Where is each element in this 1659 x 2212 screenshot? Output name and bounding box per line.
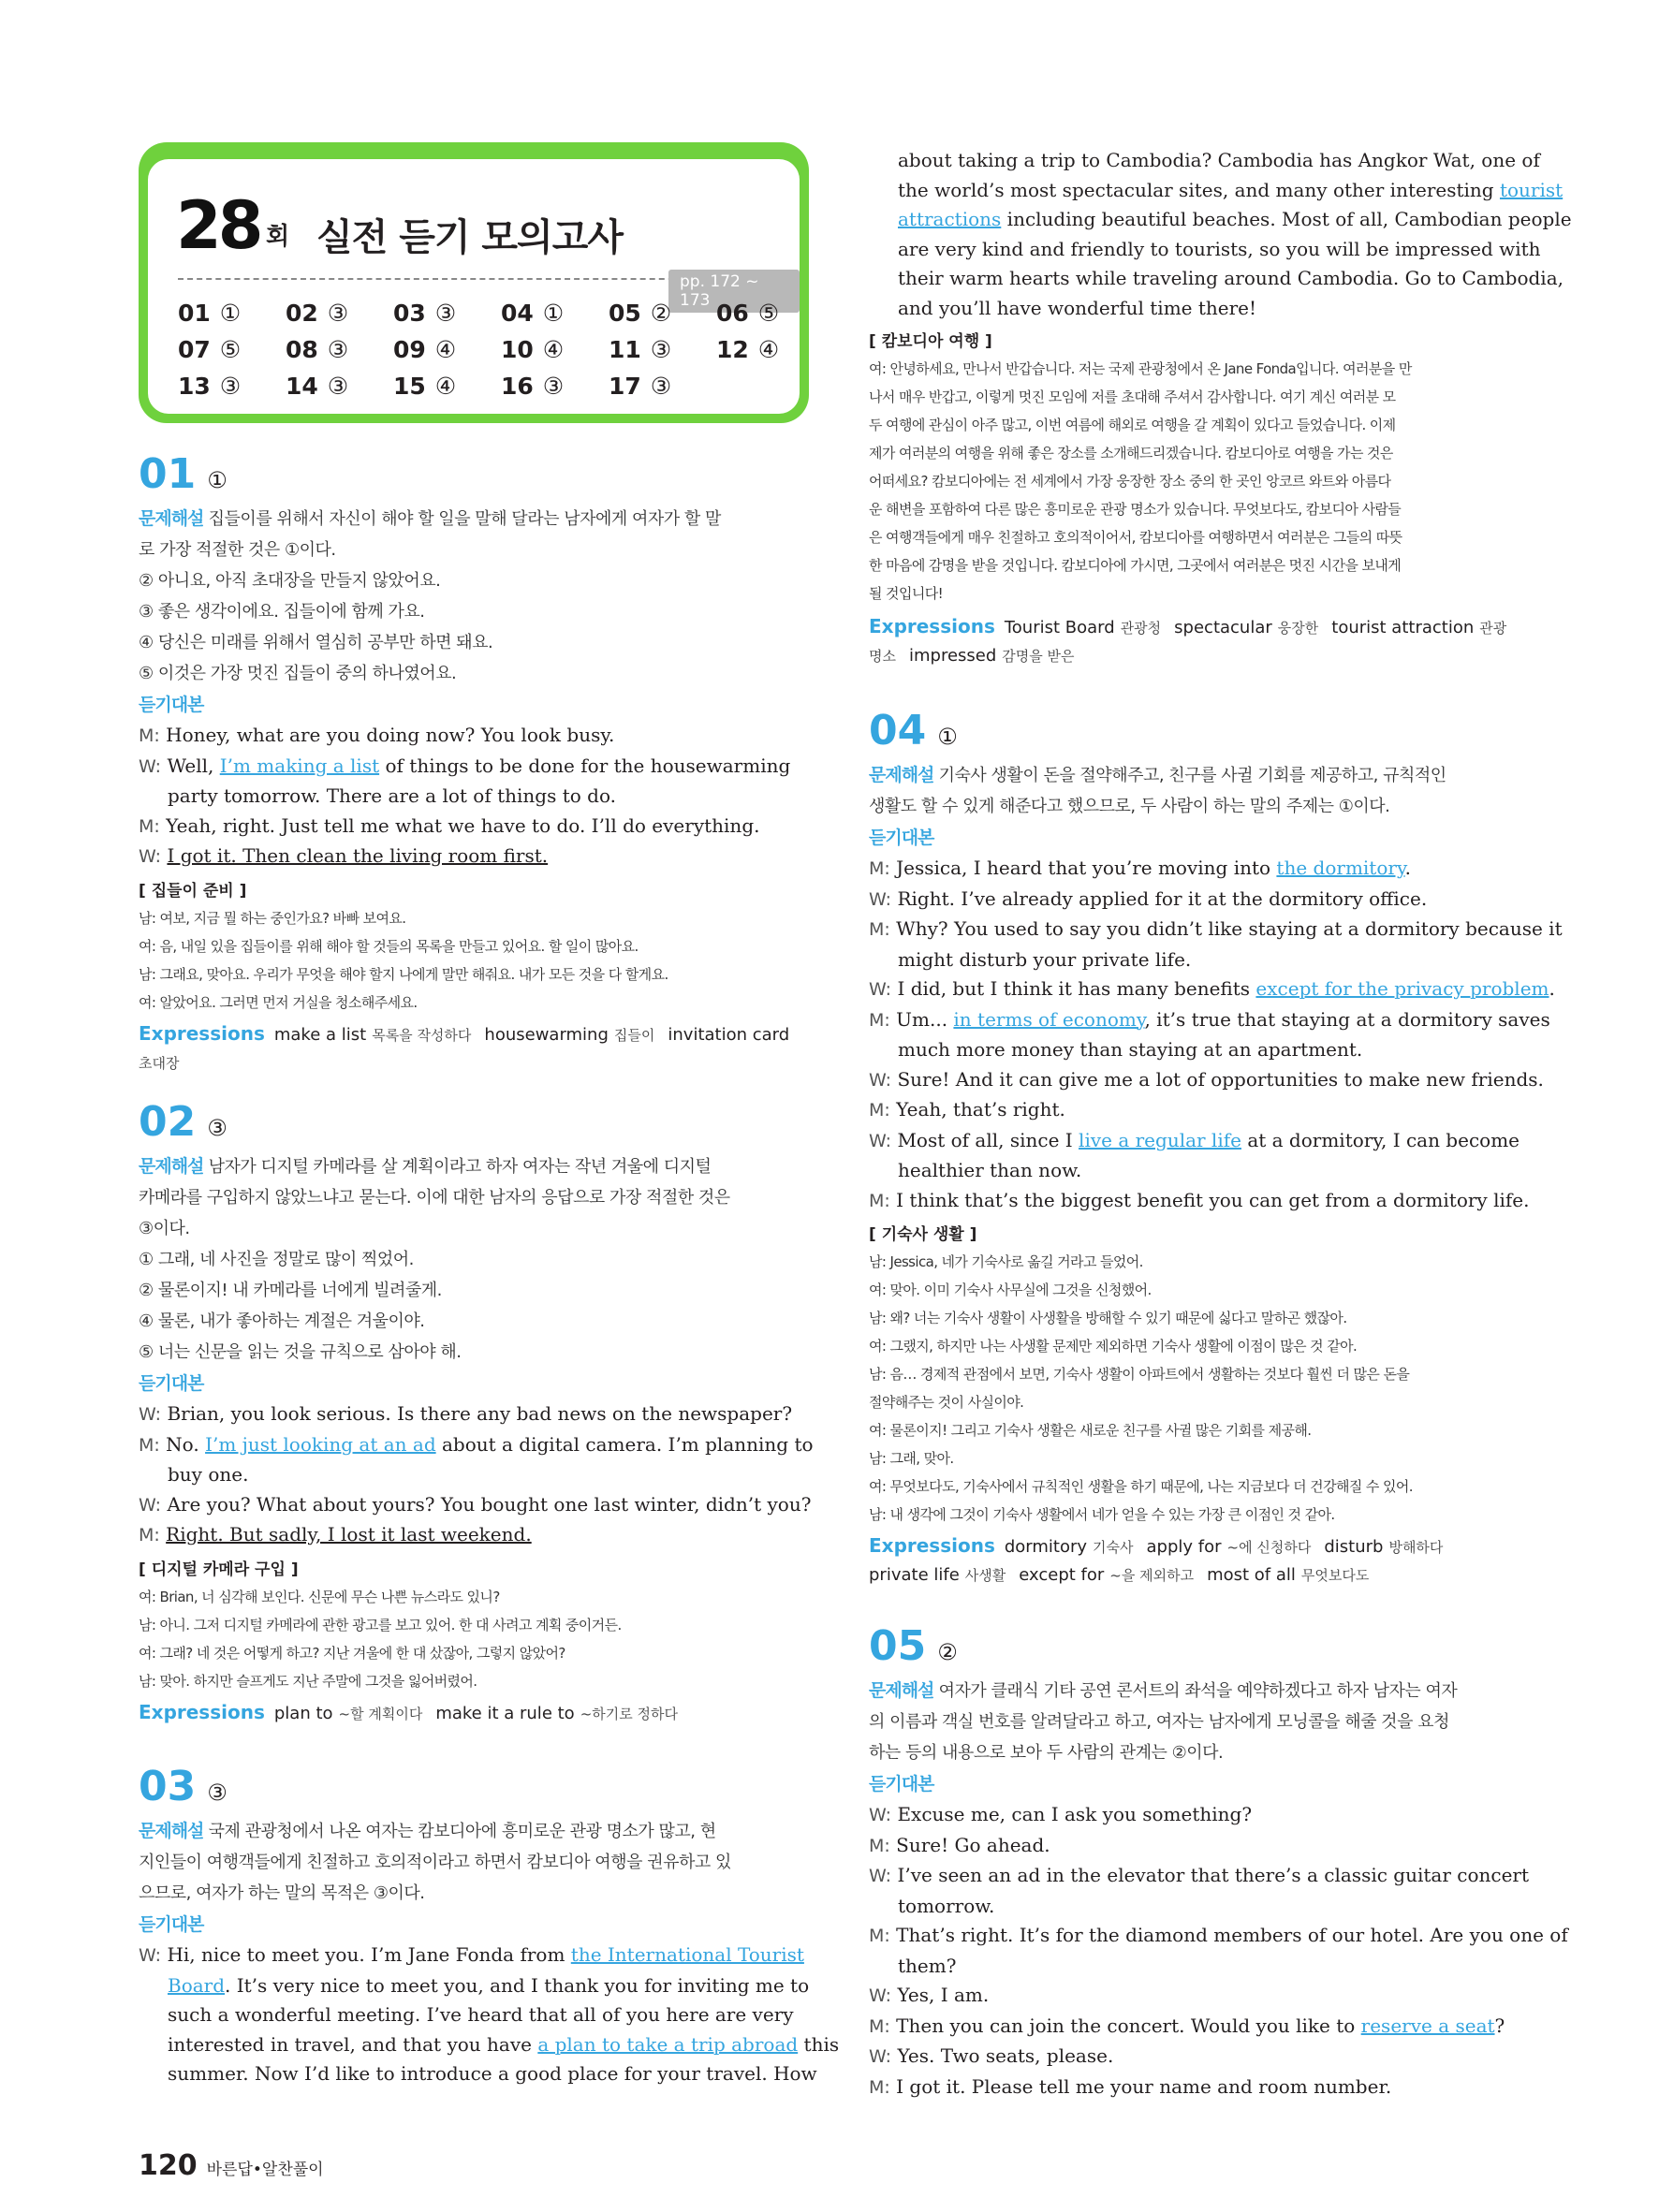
- translation-line: 제가 여러분의 여행을 위해 좋은 장소를 소개해드리겠습니다. 캄보디아로 여행을 가는 것은: [869, 445, 1393, 461]
- option-line: ② 물론이지! 내 카메라를 너에게 빌려줄게.: [139, 1281, 442, 1300]
- question-01: [139, 451, 809, 1077]
- explanation-line: ③이다.: [139, 1219, 190, 1238]
- answer-key-panel: [148, 159, 800, 414]
- explanation-line: 하는 등의 내용으로 보아 두 사람의 관계는 ②이다.: [869, 1743, 1224, 1763]
- expression-term: private life: [869, 1565, 960, 1585]
- expressions: [139, 1699, 809, 1728]
- page-number: 120: [139, 2149, 198, 2182]
- explanation-line: 문제해설 여자가 클래식 기타 공연 콘서트의 좌석을 예약하겠다고 하자 남자는 여자: [869, 1680, 1458, 1701]
- explanation-line: 문제해설 국제 관광청에서 나온 여자는 캄보디아에 흥미로운 관광 명소가 많고, 현: [139, 1821, 716, 1841]
- explanation-label: 문제해설: [139, 1821, 204, 1841]
- script-line: buy one.: [168, 1463, 249, 1486]
- question-number: 02 ③: [139, 1098, 228, 1146]
- script-block: [869, 1800, 1568, 2102]
- translation-title: [ 기숙사 생활 ]: [869, 1225, 977, 1244]
- script-line: W: Most of all, since I live a regular life at a dormitory, I can become: [869, 1128, 1520, 1151]
- translation-title: [ 캄보디아 여행 ]: [869, 332, 992, 351]
- expression-meaning: 감명을 받은: [1002, 648, 1075, 665]
- script-line: might disturb your private life.: [898, 947, 1192, 971]
- expression-meaning: 관광: [1479, 620, 1507, 637]
- expression-term: plan to: [273, 1703, 333, 1723]
- script-line: M: Yeah, right. Just tell me what we have to do. I’ll do everything.: [139, 813, 760, 837]
- script-block: [869, 854, 1563, 1216]
- script-label: 듣기대본: [869, 1774, 934, 1795]
- expression-term: impressed: [908, 646, 997, 666]
- question-number: 04 ①: [869, 707, 958, 754]
- translation-line: 여: Brian, 너 심각해 보인다. 신문에 무슨 나쁜 뉴스라도 있니?: [139, 1588, 500, 1605]
- speaker-label: M:: [869, 2076, 890, 2098]
- translation-line: 한 마음에 감명을 받을 것입니다. 캄보디아에 가시면, 그곳에서 여러분은 멋진 시간을 보내게: [869, 557, 1402, 574]
- divider: [178, 278, 693, 280]
- translation-line: 여: 알았어요. 그러면 먼저 거실을 청소해주세요.: [139, 993, 418, 1011]
- script-line: M: Yeah, that’s right.: [869, 1098, 1065, 1121]
- script-line: interested in travel, and that you have a plan to take a trip abroad this: [168, 2032, 840, 2056]
- script-line: W: Brian, you look serious. Is there any bad news on the newspaper?: [139, 1402, 793, 1425]
- translation-line: 남: 여보, 지금 뭘 하는 중인가요? 바빠 보여요.: [139, 909, 406, 927]
- expression-term: Tourist Board: [1004, 618, 1115, 637]
- speaker-label: W:: [869, 1866, 892, 1886]
- script-line: M: Um... in terms of economy, it’s true that staying at a dormitory saves: [869, 1007, 1550, 1031]
- speaker-label: M:: [139, 725, 160, 746]
- answer-key-item: 01 ①: [178, 300, 242, 327]
- expression-term: apply for: [1146, 1537, 1222, 1557]
- speaker-label: W:: [139, 1404, 162, 1425]
- expression-term: spectacular: [1174, 618, 1272, 637]
- expressions: [869, 613, 1541, 670]
- option-line: ① 그래, 네 사진을 정말로 많이 찍었어.: [139, 1250, 414, 1269]
- script-line: M: Jessica, I heard that you’re moving into the dormitory.: [869, 857, 1411, 879]
- script-line: about taking a trip to Cambodia? Cambodia has Angkor Wat, one of: [898, 149, 1540, 171]
- script-line: much more money than staying at an apartment.: [898, 1038, 1363, 1061]
- script-line: W: Are you? What about yours? You bought one last winter, didn’t you?: [139, 1492, 812, 1516]
- expressions-label: Expressions: [139, 1700, 265, 1723]
- speaker-label: W:: [869, 1130, 892, 1151]
- expression-meaning: 웅장한: [1277, 620, 1319, 637]
- script-line: M: That’s right. It’s for the diamond members of our hotel. Are you one of: [869, 1924, 1568, 1946]
- answer-mark: ③: [207, 1780, 228, 1806]
- question-05: [869, 1622, 1568, 2102]
- expression-term: disturb: [1324, 1537, 1384, 1557]
- speaker-label: M:: [869, 1190, 890, 1211]
- speaker-label: M:: [139, 1434, 160, 1456]
- script-label: 듣기대본: [139, 1373, 204, 1394]
- key-phrase: Board: [168, 1973, 226, 1997]
- translation-line: 남: Jessica, 네가 기숙사로 옮길 거라고 들었어.: [869, 1253, 1143, 1270]
- script-line: W: I’ve seen an ad in the elevator that there’s a classic guitar concert: [869, 1864, 1530, 1886]
- script-line: W: Yes, I am.: [869, 1984, 990, 2006]
- answer-key-item: 17 ③: [609, 373, 672, 400]
- explanation-label: 문제해설: [139, 1156, 204, 1177]
- translation-line: 될 것입니다!: [869, 585, 944, 602]
- answer-grid: [178, 300, 780, 400]
- script-line: M: I think that’s the biggest benefit you can get from a dormitory life.: [869, 1188, 1530, 1211]
- translation-line: 여: 맞아. 이미 기숙사 사무실에 그것을 신청했어.: [869, 1282, 1152, 1298]
- speaker-label: W:: [139, 1945, 162, 1966]
- answer-key-item: 15 ④: [393, 373, 457, 400]
- speaker-label: M:: [869, 1926, 890, 1946]
- translation-line: 여: 그래? 네 것은 어떻게 하고? 지난 겨울에 한 대 샀잖아, 그렇지 않았어?: [139, 1644, 565, 1662]
- explanation-line: 문제해설 집들이를 위해서 자신이 해야 할 일을 말해 달라는 남자에게 여자가 할 말: [139, 508, 721, 529]
- script-line: W: Excuse me, can I ask you something?: [869, 1803, 1253, 1825]
- answer-key-item: 12 ④: [716, 336, 780, 363]
- expressions-label: Expressions: [869, 1534, 995, 1557]
- answer-key-item: 11 ③: [609, 336, 672, 363]
- script-label: 듣기대본: [139, 695, 204, 715]
- explanation-line: 로 가장 적절한 것은 ①이다.: [139, 540, 336, 560]
- translation-line: 남: 왜? 너는 기숙사 생활이 사생활을 방해할 수 있기 때문에 싫다고 말하곤 했잖아.: [869, 1310, 1347, 1326]
- translation-line: 여: 그랬지, 하지만 나는 사생활 문제만 제외하면 기숙사 생활에 이점이 많은 것 같아.: [869, 1338, 1358, 1355]
- expression-term: make a list: [273, 1024, 367, 1045]
- script-line: W: Well, I’m making a list of things to be done for the housewarming: [139, 754, 791, 777]
- question-02: [139, 1098, 814, 1728]
- script-label: 듣기대본: [139, 1914, 204, 1935]
- option-line: ④ 당신은 미래를 위해서 열심히 공부만 하면 돼요.: [139, 633, 493, 652]
- translation-title: [ 디지털 카메라 구입 ]: [139, 1560, 299, 1579]
- script-line: party tomorrow. There are a lot of things to do.: [168, 784, 616, 807]
- speaker-label: W:: [139, 846, 162, 867]
- answer-key-item: 16 ③: [501, 373, 565, 400]
- test-number-suffix: 회: [266, 223, 290, 251]
- expression-meaning: 집들이: [613, 1026, 655, 1044]
- script-line: W: Sure! And it can give me a lot of opportunities to make new friends.: [869, 1067, 1544, 1091]
- translation-line: 여: 음, 내일 있을 집들이를 위해 해야 할 것들의 목록을 만들고 있어요. 할 일이 많아요.: [139, 937, 639, 955]
- translation-line: 여: 무엇보다도, 기숙사에서 규칙적인 생활을 하기 때문에, 나는 지금보다 더 건강해질 수 있어.: [869, 1478, 1413, 1495]
- speaker-label: W:: [869, 1069, 892, 1091]
- translation-line: 운 해변을 포함하여 다른 많은 흥미로운 관광 명소가 있습니다. 무엇보다도, 캄보디아 사람들: [869, 501, 1402, 518]
- speaker-label: M:: [869, 1100, 890, 1121]
- explanation-line: 생활도 할 수 있게 해준다고 했으므로, 두 사람이 하는 말의 주제는 ①이다.: [869, 797, 1390, 816]
- key-phrase: live a regular life: [1079, 1128, 1241, 1151]
- speaker-label: M:: [869, 1009, 890, 1031]
- answer-key-item: 02 ③: [286, 300, 349, 327]
- script-line: M: Right. But sadly, I lost it last weekend.: [139, 1523, 532, 1545]
- explanation-line: 문제해설 남자가 디지털 카메라를 살 계획이라고 하자 여자는 작년 겨울에 디지털: [139, 1156, 712, 1177]
- translation-line: 두 여행에 관심이 아주 많고, 이번 여름에 해외로 여행을 갈 계획이 있다고 들었습니다. 이제: [869, 417, 1396, 433]
- answer-key-item: 05 ②: [609, 300, 672, 327]
- expression-meaning: 목록을 작성하다: [372, 1026, 472, 1044]
- speaker-label: W:: [869, 2046, 892, 2067]
- translation-line: 남: 맞아. 하지만 슬프게도 지난 주말에 그것을 잃어버렸어.: [139, 1672, 477, 1690]
- script-line: tomorrow.: [898, 1894, 995, 1917]
- script-line: them?: [898, 1954, 957, 1977]
- script-line: the world’s most spectacular sites, and many other interesting tourist: [898, 178, 1564, 201]
- explanation-line: 지인들이 여행객들에게 친절하고 호의적이라고 하면서 캄보디아 여행을 권유하고 있: [139, 1853, 731, 1872]
- script-line: such a wonderful meeting. I’ve heard that all of you here are very: [168, 2003, 794, 2026]
- script-line: M: Honey, what are you doing now? You look busy.: [139, 724, 615, 746]
- script-line: M: Then you can join the concert. Would you like to reserve a seat?: [869, 2014, 1505, 2037]
- script-line: healthier than now.: [898, 1159, 1082, 1181]
- expression-meaning: ~에 신청하다: [1226, 1539, 1312, 1556]
- key-phrase: except for the privacy problem: [1255, 977, 1549, 1000]
- expression-term: tourist attraction: [1331, 618, 1475, 637]
- key-phrase: I’m making a list: [219, 754, 380, 777]
- explanation-label: 문제해설: [869, 765, 934, 785]
- speaker-label: W:: [139, 1494, 162, 1516]
- question-03-continued: [869, 146, 1572, 670]
- script-block: [139, 721, 809, 872]
- question-04: [869, 707, 1563, 1589]
- expression-meaning: ~하기로 정하다: [580, 1705, 678, 1722]
- expression-meaning: 기숙사: [1093, 1539, 1134, 1556]
- explanation-line: 의 이름과 객실 번호를 알려달라고 하고, 여자는 남자에게 모닝콜을 해줄 것을 요청: [869, 1712, 1449, 1732]
- script-line: M: No. I’m just looking at an ad about a digital camera. I’m planning to: [139, 1432, 814, 1456]
- script-line: W: Hi, nice to meet you. I’m Jane Fonda from the International Tourist: [139, 1943, 804, 1966]
- expression-term: dormitory: [1004, 1537, 1088, 1557]
- translation-line: 남: 음… 경제적 관점에서 보면, 기숙사 생활이 아파트에서 생활하는 것보다 훨씬 더 많은 돈을: [869, 1366, 1410, 1383]
- translation-line: 여: 물론이지! 그리고 기숙사 생활은 새로운 친구를 사귈 많은 기회를 제공해.: [869, 1422, 1312, 1439]
- key-phrase: the International Tourist: [570, 1943, 804, 1966]
- expression-meaning: 관광청: [1120, 620, 1162, 637]
- translation-line: 남: 그래, 맞아.: [869, 1450, 954, 1467]
- translation-line: 남: 내 생각에 그것이 기숙사 생활에서 네가 얻을 수 있는 가장 큰 이점인 것 같아.: [869, 1506, 1335, 1523]
- answer-key-item: 04 ①: [501, 300, 565, 327]
- key-phrase: a plan to take a trip abroad: [537, 2032, 799, 2056]
- script-line: W: I did, but I think it has many benefits except for the privacy problem.: [869, 977, 1555, 1000]
- speaker-label: M:: [139, 1525, 160, 1545]
- answer-key-box: [139, 142, 809, 423]
- script-line: summer. Now I’d like to introduce a good place for your travel. How: [168, 2062, 817, 2085]
- answer-mark: ①: [937, 724, 958, 750]
- expression-meaning: ~을 제외하고: [1109, 1567, 1195, 1584]
- expression-term: housewarming: [484, 1024, 609, 1045]
- question-number: 01 ①: [139, 450, 228, 498]
- explanation-line: 으므로, 여자가 하는 말의 목적은 ③이다.: [139, 1883, 425, 1903]
- script-line: W: I got it. Then clean the living room first.: [139, 844, 549, 867]
- speaker-label: M:: [869, 1835, 890, 1856]
- key-phrase: in terms of economy: [953, 1007, 1145, 1031]
- speaker-label: W:: [869, 888, 892, 910]
- option-line: ② 아니요, 아직 초대장을 만들지 않았어요.: [139, 571, 441, 591]
- key-phrase: attractions: [898, 208, 1002, 230]
- question-number: 05 ②: [869, 1622, 958, 1670]
- expression-meaning: 방해하다: [1388, 1539, 1444, 1556]
- expressions: Expressions make a list 목록을 작성하다 housewarming 집들이 invitation card 초대장: [139, 1021, 790, 1072]
- test-title: 실전 듣기 모의고사: [316, 216, 623, 259]
- translation-line: 남: 아니. 그저 디지털 카메라에 관한 광고를 보고 있어. 한 대 사려고 계획 중이거든.: [139, 1616, 622, 1633]
- script-line: attractions including beautiful beaches. Most of all, Cambodian people: [898, 208, 1572, 230]
- script-line: W: Yes. Two seats, please.: [869, 2044, 1114, 2067]
- script-line: M: I got it. Please tell me your name and room number.: [869, 2074, 1392, 2098]
- expression-meaning: 사생활: [964, 1567, 1006, 1584]
- script-line: W: Right. I’ve already applied for it at the dormitory office.: [869, 886, 1428, 910]
- translation-block: [139, 904, 809, 1017]
- expressions: [869, 1532, 1541, 1589]
- script-line: and you’ll have wonderful time there!: [898, 296, 1257, 319]
- explanation-line: 문제해설 기숙사 생활이 돈을 절약해주고, 친구를 사귈 기회를 제공하고, 규칙적인: [869, 765, 1446, 785]
- script-block: [139, 1399, 814, 1551]
- translation-line: 은 여행객들에게 매우 친절하고 호의적이어서, 캄보디아를 여행하면서 여러분은 그들의 따뜻: [869, 529, 1402, 546]
- expression-term: invitation card: [668, 1024, 790, 1045]
- expressions-label: Expressions: [139, 1021, 265, 1045]
- answer-key-item: 06 ⑤: [716, 300, 780, 327]
- translation-block: [869, 355, 1541, 608]
- answer-key-item: 07 ⑤: [178, 336, 242, 363]
- expression-term: make it a rule to: [435, 1703, 575, 1723]
- answer-key-item: 14 ③: [286, 373, 349, 400]
- script-line: M: Sure! Go ahead.: [869, 1833, 1050, 1856]
- speaker-label: M:: [869, 2015, 890, 2037]
- speaker-label: M:: [869, 858, 890, 879]
- translation-line: 남: 그래요, 맞아요. 우리가 무엇을 해야 할지 나에게 말만 해줘요. 내가 모든 것을 다 할게요.: [139, 965, 668, 983]
- translation-title: [ 집들이 준비 ]: [139, 881, 247, 901]
- key-phrase: I’m just looking at an ad: [205, 1432, 436, 1456]
- explanation-line: 카메라를 구입하지 않았느냐고 묻는다. 이에 대한 남자의 응답으로 가장 적절한 것은: [139, 1188, 730, 1208]
- expression-term: except for: [1019, 1565, 1105, 1585]
- question-03: [139, 1763, 840, 2089]
- answer-key-item: 03 ③: [393, 300, 457, 327]
- answer-key-item: 08 ③: [286, 336, 349, 363]
- book-title: 바른답•알찬풀이: [206, 2161, 324, 2179]
- translation-line: 어떠세요? 캄보디아에는 전 세계에서 가장 웅장한 장소 중의 한 곳인 앙코르 와트와 아름다: [869, 473, 1391, 490]
- option-line: ⑤ 너는 신문을 읽는 것을 규칙으로 삼아야 해.: [139, 1342, 462, 1362]
- answer-mark: ①: [207, 467, 228, 493]
- script-block: [139, 1941, 840, 2089]
- page-footer: [139, 2149, 324, 2182]
- key-phrase: the dormitory: [1276, 857, 1405, 879]
- translation-block: [869, 1248, 1541, 1529]
- answer-key-item: 10 ④: [501, 336, 565, 363]
- script-line: Board. It’s very nice to meet you, and I thank you for inviting me to: [168, 1973, 810, 1997]
- option-line: ④ 물론, 내가 좋아하는 계절은 겨울이야.: [139, 1311, 425, 1331]
- script-label: 듣기대본: [869, 828, 934, 848]
- script-line: M: Why? You used to say you didn’t like staying at a dormitory because it: [869, 917, 1563, 940]
- option-line: ③ 좋은 생각이에요. 집들이에 함께 가요.: [139, 602, 425, 622]
- key-phrase: reserve a seat: [1360, 2014, 1495, 2037]
- expression-meaning: ~할 계획이다: [338, 1705, 423, 1722]
- key-phrase: tourist: [1499, 178, 1564, 201]
- expressions-label: Expressions: [869, 615, 995, 637]
- answer-mark: ③: [207, 1115, 228, 1141]
- expression-meaning: 무엇보다도: [1300, 1567, 1370, 1584]
- translation-line: 절약해주는 것이 사실이야.: [869, 1394, 1024, 1411]
- expression-term: most of all: [1207, 1565, 1296, 1585]
- page-range-badge: pp. 172 ~ 173: [668, 270, 800, 313]
- speaker-label: W:: [869, 1985, 892, 2006]
- speaker-label: W:: [139, 755, 162, 777]
- translation-line: 나서 매우 반갑고, 이렇게 멋진 모임에 저를 초대해 주셔서 감사합니다. 여기 계신 여러분 모: [869, 388, 1396, 405]
- speaker-label: M:: [139, 815, 160, 837]
- translation-line: 여: 안녕하세요, 만나서 반갑습니다. 저는 국제 관광청에서 온 Jane Fonda입니다. 여러분을 만: [869, 360, 1412, 377]
- option-line: ⑤ 이것은 가장 멋진 집들이 중의 하나였어요.: [139, 664, 457, 683]
- script-line: their warm hearts while traveling around Cambodia. Go to Cambodia,: [898, 267, 1564, 289]
- script-line: are very kind and friendly to tourists, so you will be impressed with: [898, 237, 1541, 260]
- answer-mark: ②: [937, 1639, 958, 1665]
- translation-block: [139, 1583, 809, 1695]
- expression-meaning: 명소: [869, 648, 896, 665]
- speaker-label: W:: [869, 979, 892, 1000]
- speaker-label: M:: [869, 919, 890, 940]
- explanation-label: 문제해설: [869, 1680, 934, 1701]
- answer-key-item: 09 ④: [393, 336, 457, 363]
- speaker-label: W:: [869, 1805, 892, 1825]
- explanation-label: 문제해설: [139, 508, 204, 529]
- script-block: [869, 146, 1572, 323]
- test-number: 28: [176, 187, 260, 264]
- answer-key-item: 13 ③: [178, 373, 242, 400]
- question-number: 03 ③: [139, 1763, 228, 1810]
